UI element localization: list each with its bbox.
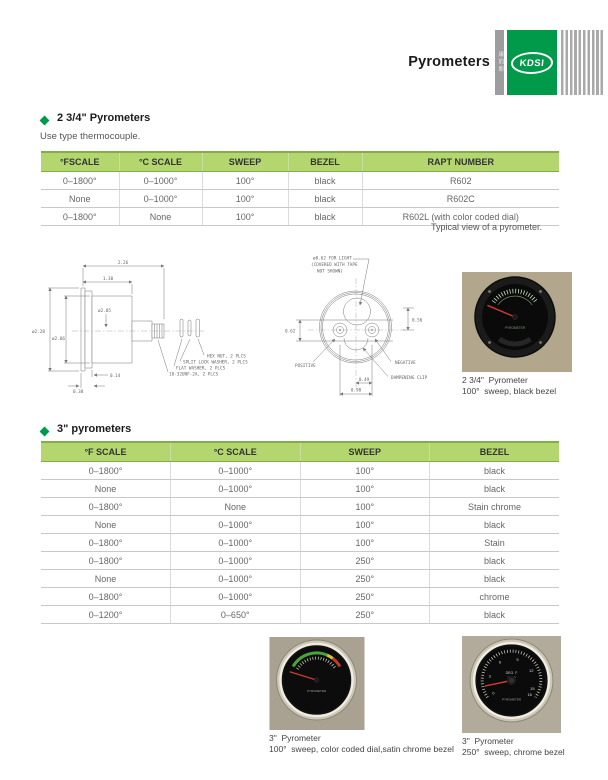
table-cell: 0–1800° [41, 172, 119, 190]
dim-label: 0.38 [73, 390, 84, 395]
part-label: NEGATIVE [395, 361, 416, 366]
rear-view-drawing [283, 250, 458, 402]
table-cell: black [430, 516, 560, 534]
table-cell: 0–1000° [171, 516, 301, 534]
part-label: DAMPENING CLIP [391, 376, 428, 381]
dial-number: 15 [530, 686, 535, 692]
table-cell: black [430, 606, 560, 624]
table-cell: R602 [362, 172, 559, 190]
dial-units-label: DEG. F [505, 670, 518, 675]
table-row [41, 498, 559, 516]
column-header: SWEEP [300, 442, 430, 462]
needle-pivot [314, 678, 318, 682]
caption-line: 250° sweep, chrome bezel [462, 747, 565, 758]
table-cell: 0–650° [171, 606, 301, 624]
side-view-drawing [28, 253, 268, 398]
table-cell: 0–1000° [171, 588, 301, 606]
table-cell: 100° [300, 498, 430, 516]
table-cell: black [288, 172, 362, 190]
table-cell: 0–1000° [119, 190, 202, 208]
table-row [41, 480, 559, 498]
part-label: HEX NUT, 2 PLCS [207, 354, 246, 360]
pyrometer-photo-234 [462, 272, 572, 372]
part-label: SPLIT LOCK WASHER, 2 PLCS [183, 360, 248, 366]
dim-label: ø2.28 [32, 330, 45, 335]
table-cell: 250° [300, 588, 430, 606]
table-cell: 100° [300, 462, 430, 480]
table-cell: 0–1000° [171, 480, 301, 498]
section-1-subtitle: Use type thermocouple. [40, 131, 141, 142]
table-cell: 250° [300, 606, 430, 624]
table-cell: chrome [430, 588, 560, 606]
table-cell: 100° [300, 516, 430, 534]
pyrometer-photo-3in-250 [462, 636, 561, 733]
dial-number: 16 [527, 692, 532, 698]
gauge-face-label: PYROMETER [504, 326, 526, 330]
table-cell: None [41, 516, 171, 534]
table-header-row [41, 442, 559, 462]
table-cell: None [119, 208, 202, 226]
table-cell: None [41, 570, 171, 588]
dim-label: 2.26 [117, 261, 129, 266]
table-cell: None [41, 190, 119, 208]
table-cell: 0–1800° [41, 208, 119, 226]
pyrometer-234-table [41, 151, 559, 226]
table-row [41, 190, 559, 208]
table-cell: 0–1000° [171, 570, 301, 588]
stripes-decoration-icon [561, 30, 605, 95]
section-1-heading: 2 3/4" Pyrometers [57, 112, 151, 124]
photo-caption [462, 375, 556, 398]
table-row [41, 534, 559, 552]
table-cell: None [171, 498, 301, 516]
photo-caption [462, 736, 565, 759]
table-cell: None [41, 480, 171, 498]
dim-label: 0.49 [358, 378, 370, 383]
caption-line: 3" Pyrometer [462, 736, 514, 746]
part-label: ø0.62 FOR LIGHT [313, 256, 352, 262]
rear-view-labels [285, 256, 428, 394]
kdsi-logo-text: KDSI [510, 52, 554, 74]
needle-pivot [509, 678, 513, 682]
typical-view-note: Typical view of a pyrometer. [430, 222, 542, 232]
column-header: RAPT NUMBER [362, 152, 559, 172]
table-row [41, 516, 559, 534]
table-cell: 100° [202, 172, 288, 190]
table-cell: black [430, 480, 560, 498]
table-cell: 0–1800° [41, 588, 171, 606]
diamond-icon [40, 116, 50, 126]
dial-number: 9 [516, 656, 519, 662]
dim-label: 0.14 [110, 374, 121, 379]
table-cell: 0–1800° [41, 462, 171, 480]
pyrometer-3in-table [41, 441, 559, 624]
gauge-face-label: PYROMETER [501, 697, 522, 702]
kdsi-logo [507, 30, 557, 95]
part-label: (COVERED WITH TAPE [311, 263, 358, 268]
screw-icon [488, 341, 491, 344]
table-cell: Stain chrome [430, 498, 560, 516]
page-title: Pyrometers [408, 54, 490, 70]
table-row [41, 552, 559, 570]
column-header: BEZEL [288, 152, 362, 172]
table-cell: 100° [300, 534, 430, 552]
table-cell: 250° [300, 570, 430, 588]
table-cell: black [288, 208, 362, 226]
dim-label: ø2.06 [52, 337, 65, 342]
screw-icon [539, 341, 542, 344]
screw-icon [539, 290, 542, 293]
table-cell: 100° [202, 190, 288, 208]
table-cell: 0–1800° [41, 552, 171, 570]
table-cell: 0–1000° [171, 552, 301, 570]
table-row [41, 588, 559, 606]
dial-number: 6 [498, 659, 502, 665]
column-header: °F SCALE [41, 442, 171, 462]
table-cell: R602C [362, 190, 559, 208]
caption-line: 3" Pyrometer [269, 733, 321, 743]
needle-pivot [513, 315, 518, 320]
dial-number: 0 [492, 690, 495, 696]
part-label: NOT SHOWN) [317, 269, 343, 275]
table-row [41, 172, 559, 190]
table-cell: Stain [430, 534, 560, 552]
screw-icon [488, 290, 491, 293]
table-cell: black [288, 190, 362, 208]
dim-label: ø2.05 [98, 309, 111, 314]
caption-line: 2 3/4" Pyrometer [462, 375, 528, 385]
table-cell: 0–1000° [119, 172, 202, 190]
table-cell: 0–1000° [171, 534, 301, 552]
table-cell: black [430, 462, 560, 480]
section-2-heading: 3" pyrometers [57, 423, 132, 435]
dim-label: 0.98 [350, 388, 362, 394]
table-cell: black [430, 552, 560, 570]
table-row [41, 462, 559, 480]
column-header: BEZEL [430, 442, 560, 462]
photo-caption [269, 733, 454, 756]
caption-line: 100° sweep, black bezel [462, 386, 557, 397]
dim-label: 0.62 [285, 329, 296, 335]
table-cell: 100° [300, 480, 430, 498]
table-cell: 250° [300, 552, 430, 570]
table-row [41, 570, 559, 588]
part-label: 10-32UNF-2A, 2 PLCS [169, 372, 219, 378]
column-header: °C SCALE [171, 442, 301, 462]
column-header: °C SCALE [119, 152, 202, 172]
column-header: °FSCALE [41, 152, 119, 172]
table-header-row [41, 152, 559, 172]
table-cell: black [430, 570, 560, 588]
dial-number: 3 [488, 673, 491, 679]
part-label: POSITIVE [295, 364, 316, 369]
gauge-face-label: PYROMETER [306, 689, 327, 693]
pyrometer-photo-3in-color [269, 637, 365, 730]
dial-number: 12 [528, 667, 534, 673]
table-cell: 0–1800° [41, 498, 171, 516]
table-cell: 0–1200° [41, 606, 171, 624]
part-label: FLAT WASHER, 2 PLCS [176, 366, 226, 372]
table-row [41, 606, 559, 624]
dim-label: 0.56 [412, 318, 423, 324]
caption-line: 100° sweep, color coded dial,satin chrome bezel [269, 744, 454, 755]
table-cell: 0–1800° [41, 534, 171, 552]
table-cell: 100° [202, 208, 288, 226]
diamond-icon [40, 427, 50, 437]
dim-label: 1.30 [102, 277, 114, 282]
table-cell: R602L (with color coded dial) [362, 208, 559, 226]
table-cell: 0–1000° [171, 462, 301, 480]
logo-side-text: 康的斯 [495, 30, 504, 95]
column-header: SWEEP [202, 152, 288, 172]
